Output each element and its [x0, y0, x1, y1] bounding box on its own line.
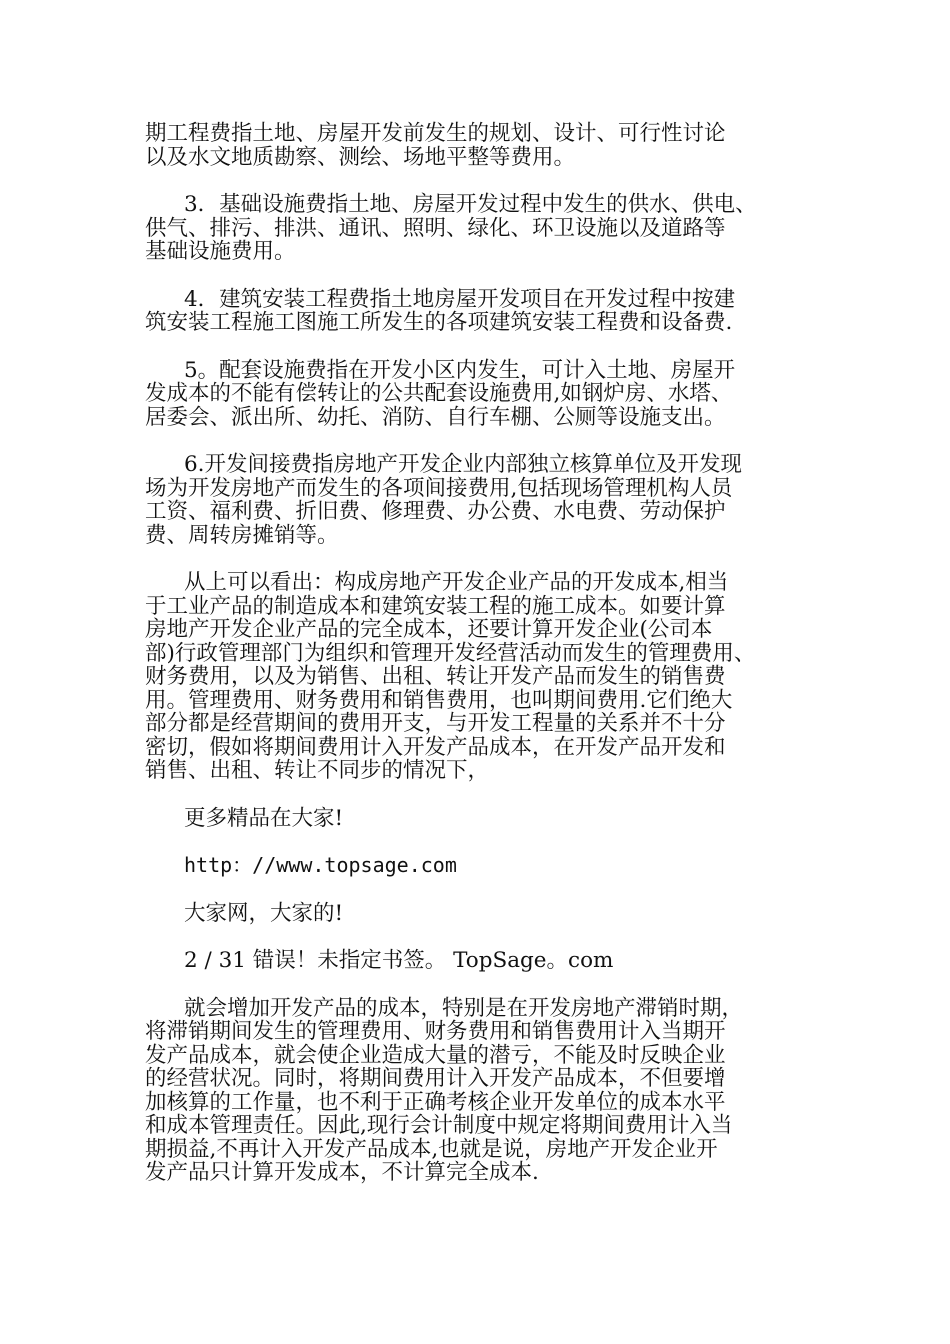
text-line: 6.开发间接费指房地产开发企业内部独立核算单位及开发现	[184, 452, 743, 477]
promo-site-text: 大家网，大家的!	[184, 900, 344, 926]
text-line: 部分都是经营期间的费用开支，与开发工程量的关系并不十分	[145, 711, 726, 736]
text-line: 部)行政管理部门为组织和管理开发经营活动而发生的管理费用、	[145, 640, 756, 666]
text-line: 和成本管理责任。因此,现行会计制度中规定将期间费用计入当	[145, 1113, 733, 1138]
paragraph-construction-fee	[145, 288, 815, 335]
text-line: 从上可以看出：构成房地产开发企业产品的开发成本,相当	[184, 570, 729, 595]
text-line: 发产品只计算开发成本，不计算完全成本.	[145, 1160, 539, 1185]
text-line: 期工程费指土地、房屋开发前发生的规划、设计、可行性讨论	[145, 121, 726, 146]
paragraph-period-expenses	[145, 997, 815, 1185]
text-line: 3．基础设施费指土地、房屋开发过程中发生的供水、供电、	[184, 192, 757, 217]
paragraph-pre-development-fee	[145, 122, 815, 169]
text-line: 筑安装工程施工图施工所发生的各项建筑安装工程费和设备费.	[145, 310, 733, 335]
paragraph-supporting-facilities-fee	[145, 359, 815, 430]
text-line: 场为开发房地产而发生的各项间接费用,包括现场管理机构人员	[145, 475, 733, 501]
text-line: 用。管理费用、财务费用和销售费用，也叫期间费用.它们绝大	[145, 687, 733, 713]
text-line: 加核算的工作量，也不利于正确考核企业开发单位的成本水平	[145, 1089, 726, 1115]
text-line: 发产品成本，就会使企业造成大量的潜亏，不能及时反映企业	[145, 1042, 726, 1068]
text-line: 4．建筑安装工程费指土地房屋开发项目在开发过程中按建	[184, 286, 736, 312]
text-line: 将滞销期间发生的管理费用、财务费用和销售费用计入当期开	[145, 1019, 726, 1044]
paragraph-cost-summary	[145, 571, 815, 783]
text-line: 房地产开发企业产品的完全成本，还要计算开发企业(公司本	[145, 617, 713, 642]
text-line: 供气、排污、排洪、通讯、照明、绿化、环卫设施以及道路等	[145, 215, 726, 241]
text-line: 5。配套设施费指在开发小区内发生，可计入土地、房屋开	[184, 357, 736, 383]
text-line: 的经营状况。同时，将期间费用计入开发产品成本，不但要增	[145, 1066, 726, 1091]
text-line: 财务费用，以及为销售、出租、转让开发产品而发生的销售费	[145, 664, 726, 689]
paragraph-infrastructure-fee	[145, 193, 815, 264]
page-indicator: 2 / 31 错误！未指定书签。 TopSage。com	[184, 948, 614, 973]
text-line: 费、周转房摊销等。	[145, 522, 339, 548]
document-page	[145, 122, 815, 1209]
text-line: 以及水文地质勘察、测绘、场地平整等费用。	[145, 144, 576, 170]
paragraph-indirect-fee	[145, 453, 815, 547]
text-line: 期损益,不再计入开发产品成本,也就是说，房地产开发企业开	[145, 1136, 718, 1162]
text-line: 发成本的不能有偿转让的公共配套设施费用,如钢炉房、水塔、	[145, 381, 733, 406]
promo-more-text: 更多精品在大家!	[184, 805, 344, 831]
text-line: 就会增加开发产品的成本，特别是在开发房地产滞销时期，	[184, 995, 744, 1021]
text-line: 销售、出租、转让不同步的情况下，	[145, 758, 490, 783]
text-line: 工资、福利费、折旧费、修理费、办公费、水电费、劳动保护	[145, 499, 726, 524]
text-line: 于工业产品的制造成本和建筑安装工程的施工成本。如要计算	[145, 593, 726, 619]
text-line: 居委会、派出所、幼托、消防、自行车棚、公厕等设施支出。	[145, 404, 726, 430]
text-line: 密切，假如将期间费用计入开发产品成本，在开发产品开发和	[145, 734, 726, 760]
promo-url-link[interactable]: http：//www.topsage.com	[184, 853, 457, 877]
text-line: 基础设施费用。	[145, 239, 296, 264]
